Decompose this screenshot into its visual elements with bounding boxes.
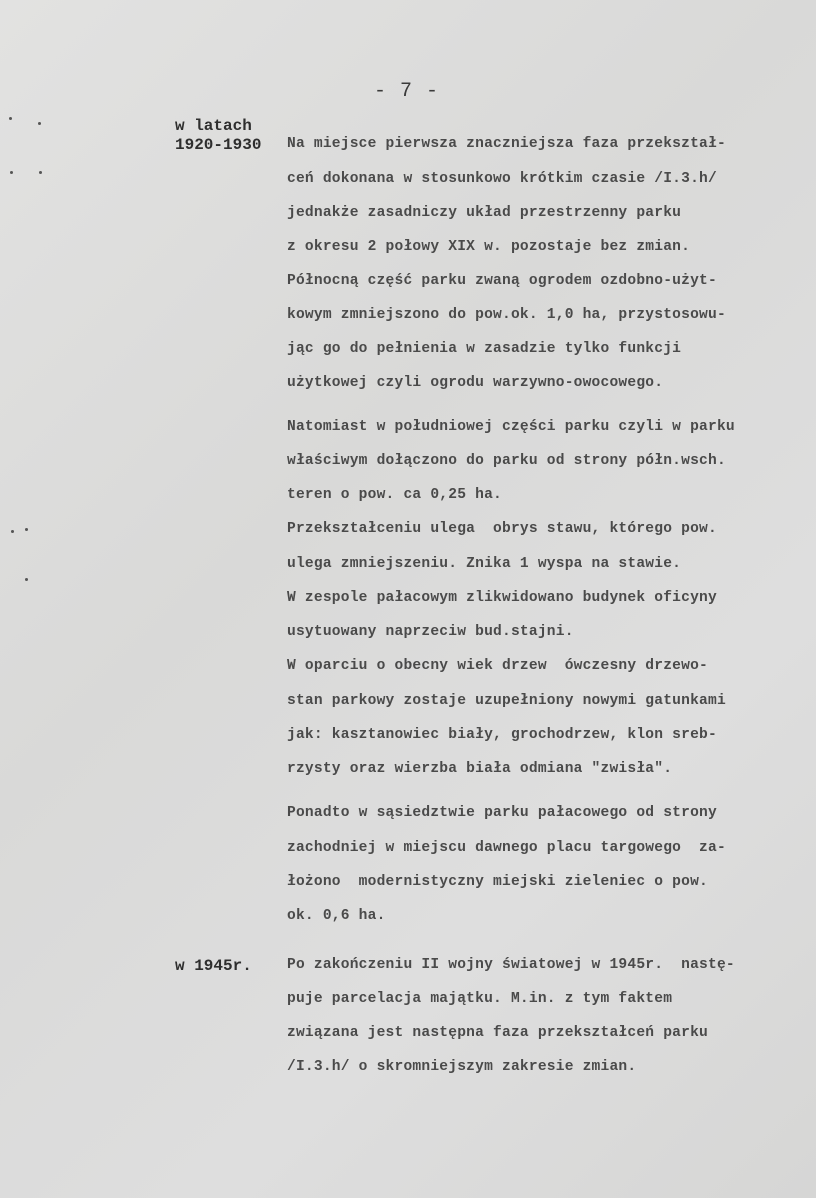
margin-label-1920-1930 — [175, 117, 261, 155]
text-line: użytkowej czyli ogrodu warzywno-owocowego. — [287, 375, 664, 391]
text-line: teren o pow. ca 0,25 ha. — [287, 487, 502, 503]
text-line: ulega zmniejszeniu. Znika 1 wyspa na stawie. — [287, 556, 682, 572]
text-line: jąc go do pełnienia w zasadzie tylko funkcji — [287, 341, 682, 357]
text-line: ceń dokonana w stosunkowo krótkim czasie /I.3.h/ — [287, 171, 717, 187]
text-line: W zespole pałacowym zlikwidowano budynek oficyny — [287, 590, 717, 606]
text-line: zachodniej w miejscu dawnego placu targowego za- — [287, 840, 726, 856]
text-line: /I.3.h/ o skromniejszym zakresie zmian. — [287, 1059, 637, 1075]
margin-label-line: w 1945r. — [175, 957, 252, 975]
scan-speck — [39, 171, 42, 174]
text-line: puje parcelacja majątku. M.in. z tym faktem — [287, 991, 673, 1007]
text-line: Przekształceniu ulega obrys stawu, którego pow. — [287, 521, 717, 537]
scan-speck — [25, 528, 28, 531]
text-line: Po zakończeniu II wojny światowej w 1945r. nastę- — [287, 957, 735, 973]
text-line: ok. 0,6 ha. — [287, 908, 386, 924]
scan-speck — [10, 171, 13, 174]
text-line: usytuowany naprzeciw bud.stajni. — [287, 624, 574, 640]
scan-speck — [9, 117, 12, 120]
scan-speck — [11, 530, 14, 533]
margin-label-line: 1920-1930 — [175, 136, 262, 154]
scan-speck — [25, 578, 28, 581]
text-line: W oparciu o obecny wiek drzew ówczesny drzewo- — [287, 658, 709, 674]
text-line: stan parkowy zostaje uzupełniony nowymi gatunkami — [287, 693, 726, 709]
margin-label-line: w latach — [175, 117, 252, 135]
text-line: właściwym dołączono do parku od strony półn.wsch. — [287, 453, 726, 469]
page-number: - 7 - — [374, 80, 440, 103]
text-line: jednakże zasadniczy układ przestrzenny parku — [287, 205, 682, 221]
text-line: Ponadto w sąsiedztwie parku pałacowego od strony — [287, 805, 717, 821]
text-line: łożono modernistyczny miejski zieleniec o pow. — [287, 874, 709, 890]
text-line: Północną część parku zwaną ogrodem ozdobno-użyt- — [287, 273, 717, 289]
scan-speck — [38, 122, 41, 125]
margin-label-1945 — [175, 957, 252, 976]
text-line: rzysty oraz wierzba biała odmiana "zwisła". — [287, 761, 673, 777]
text-line: Natomiast w południowej części parku czyli w parku — [287, 419, 735, 435]
text-line: Na miejsce pierwsza znaczniejsza faza przekształ- — [287, 136, 726, 152]
text-line: kowym zmniejszono do pow.ok. 1,0 ha, przystosowu- — [287, 307, 726, 323]
text-line: związana jest następna faza przekształceń parku — [287, 1025, 709, 1041]
text-line: jak: kasztanowiec biały, grochodrzew, klon sreb- — [287, 727, 717, 743]
text-line: z okresu 2 połowy XIX w. pozostaje bez zmian. — [287, 239, 691, 255]
